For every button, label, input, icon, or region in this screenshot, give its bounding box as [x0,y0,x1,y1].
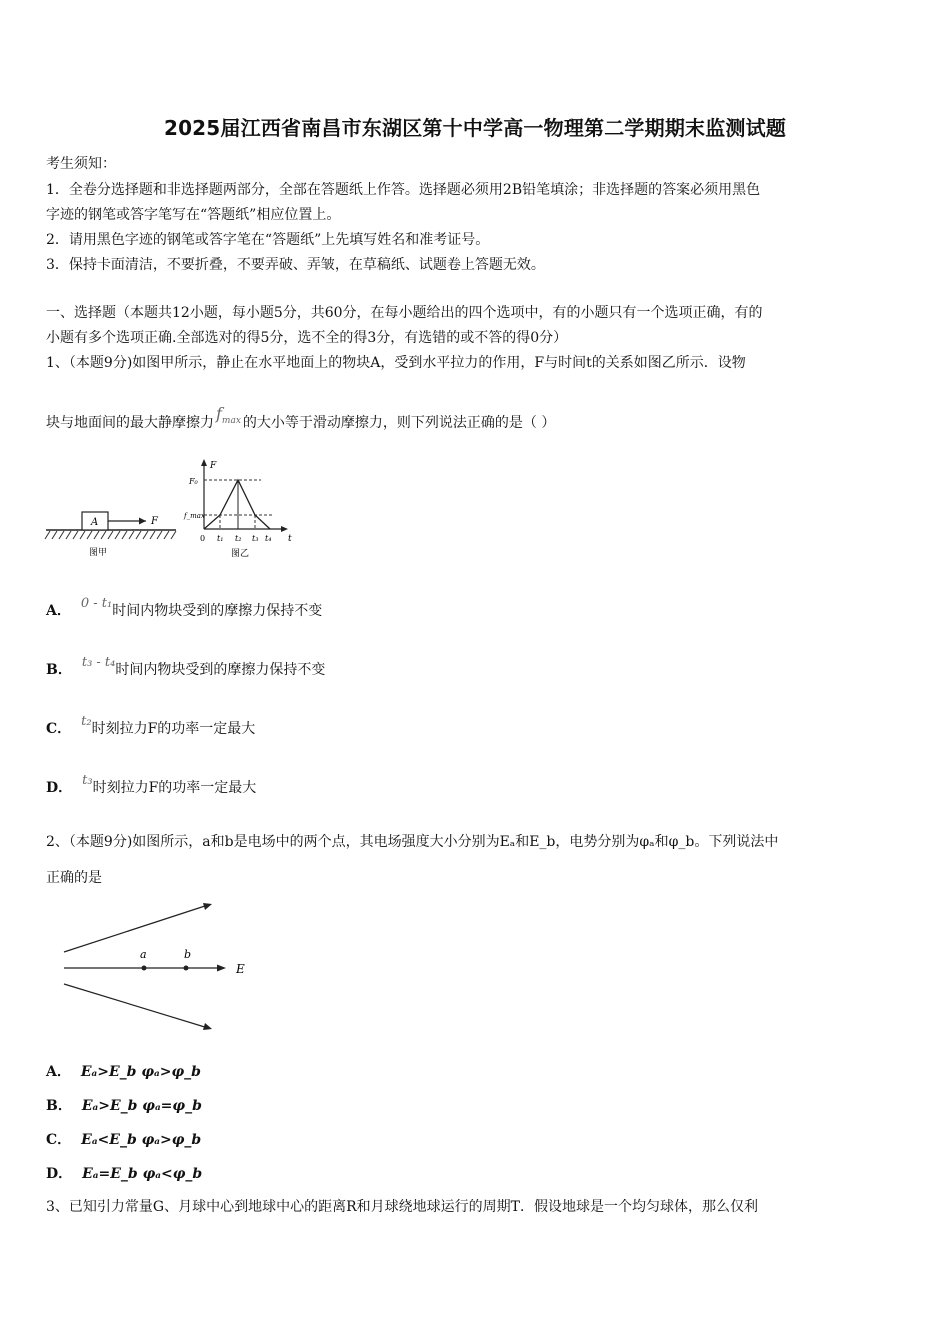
q2-figure [60,898,260,1036]
notice-heading: 考生须知： [46,156,116,172]
q2-option-a[interactable]: A． Eₐ>E_b φₐ>φ_b [46,1064,201,1080]
y-tick-F0: F₀ [189,477,198,486]
q1-option-b[interactable]: B． t₃ - t₄时间内物块受到的摩擦力保持不变 [46,655,326,678]
notice-item: 3．保持卡面清洁，不要折叠，不要弄破、弄皱，在草稿纸、试题卷上答题无效。 [46,257,545,273]
page-title: 2025届江西省南昌市东湖区第十中学高一物理第二学期期末监测试题 [163,116,787,140]
x-axis-label: t [288,534,292,544]
field-label: E [236,962,245,976]
q1-stem-part: 块与地面间的最大静摩擦力 [46,415,214,431]
point-a-label: a [140,948,147,961]
y-tick-fmax: f_max [184,512,205,520]
figure-yi [183,459,292,559]
x-tick: t₃ [252,534,259,543]
field-line [64,905,208,952]
option-formula: 0 - t₁ [80,596,113,611]
option-formula: t₂ [81,714,92,729]
q1-option-c[interactable]: C． t₂时刻拉力F的功率一定最大 [46,714,256,737]
q3-stem: 3、已知引力常量G、月球中心到地球中心的距离R和月球绕地球运行的周期T．假设地球是一个均匀球体，那么仅利 [46,1199,758,1215]
section-instructions: 一、选择题（本题共12小题，每小题5分，共60分，在每小题给出的四个选项中，有的小题只有一个选项正确，有的 [46,305,763,321]
q1-option-d[interactable]: D． t₃时刻拉力F的功率一定最大 [46,773,257,796]
force-curve [204,480,270,529]
section-instructions-cont: 小题有多个选项正确.全部选对的得5分，选不全的得3分，有选错的或不答的得0分） [46,330,568,346]
x-tick: t₁ [217,534,224,543]
point-b-label: b [184,948,192,961]
block-label: A [91,517,99,528]
q2-option-d[interactable]: D． Eₐ=E_b φₐ<φ_b [46,1166,203,1182]
q1-figure [44,455,304,563]
point-a [142,966,147,971]
notice-item: 字迹的钢笔或答字笔写在“答题纸”相应位置上。 [46,207,341,223]
q2-option-b[interactable]: B． Eₐ>E_b φₐ=φ_b [46,1098,202,1114]
option-formula: t₃ - t₄ [81,655,116,670]
q2-option-c[interactable]: C． Eₐ<E_b φₐ>φ_b [46,1132,202,1148]
force-label: F [151,516,158,527]
caption-yi: 图乙 [231,549,250,559]
x-tick: 0 [200,534,206,543]
figure-jia [45,512,176,558]
option-formula: t₃ [82,773,93,788]
q1-stem: 1、（本题9分)如图甲所示，静止在水平地面上的物块A，受到水平拉力的作用，F与时间t的关系如图乙所示．设物 [46,355,746,371]
notice-item: 1．全卷分选择题和非选择题两部分，全部在答题纸上作答。选择题必须用2B铅笔填涂；非选择题的答案必须用黑色 [46,182,761,198]
caption-jia: 图甲 [89,548,108,558]
fmax-formula: $f_{max}$ [216,404,241,427]
q1-stem-cont [46,404,556,434]
q2-stem: 2、（本题9分)如图所示，a和b是电场中的两个点，其电场强度大小分别为Eₐ和E_b，电势分别为φₐ和φ_b。下列说法中 [46,834,779,850]
q1-option-a[interactable]: A． 0 - t₁时间内物块受到的摩擦力保持不变 [46,596,323,619]
field-line [64,984,208,1028]
y-axis-label: F [210,461,217,471]
x-tick: t₂ [235,534,242,543]
notice-item: 2．请用黑色字迹的钢笔或答字笔在“答题纸”上先填写姓名和准考证号。 [46,232,490,248]
q1-stem-part: 的大小等于滑动摩擦力，则下列说法正确的是（ ） [242,415,556,431]
x-tick: t₄ [265,534,272,543]
point-b [184,966,189,971]
q2-stem-cont: 正确的是 [46,870,102,886]
